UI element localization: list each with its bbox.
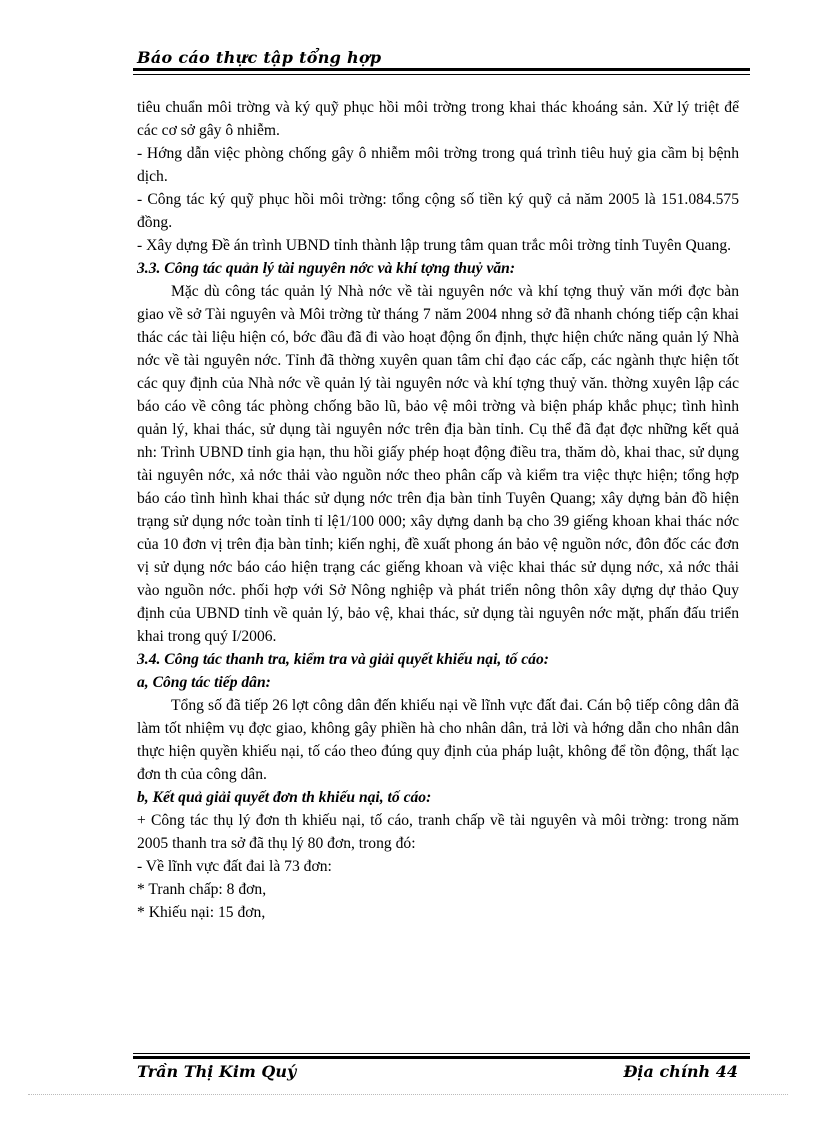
page-bottom-divider <box>28 1094 788 1095</box>
paragraph: Mặc dù công tác quản lý Nhà nớc về tài nguyên nớc và khí tợng thuỷ văn mới đợc bàn giao về sở Tài nguyên và Môi trờng từ tháng 7 năm 2004 nhng sở đã nhanh chóng tiếp cận khai thác các tài liệu hiện có, bớc đầu đã đi vào hoạt động ổn định, thực hiện chức năng quản lý Nhà nớc về tài nguyên nớc. Tỉnh đã thờng xuyên quan tâm chỉ đạo các cấp, các ngành thực hiện tốt các quy định của Nhà nớc về quản lý tài nguyên nớc và khí tợng thuỷ văn. thờng xuyên lập các báo cáo về công tác phòng chống bão lũ, bảo vệ môi trờng và biện pháp khắc phục; tình hình quản lý, khai thác, sử dụng tài nguyên nớc trên địa bàn tỉnh. Cụ thể đã đạt đợc những kết quả nh: Trình UBND tỉnh gia hạn, thu hồi giấy phép hoạt động điều tra, thăm dò, khai thac, sử dụng tài nguyên nớc, xả nớc thải vào nguồn nớc theo phân cấp và kiểm tra việc thực hiện; tổng hợp báo cáo tình hình khai thác sử dụng nớc trên địa bàn tỉnh Tuyên Quang; xây dựng bản đồ hiện trạng sử dụng nớc toàn tỉnh tỉ lệ1/100 000; xây dựng danh bạ cho 39 giếng khoan khai thác nớc của 10 đơn vị trên địa bàn tỉnh; kiến nghị, đề xuất phong án bảo vệ nguồn nớc, đôn đốc các đơn vị sử dụng nớc báo cáo hiện trạng các giếng khoan và việc khai thác sử dụng nớc, xả nớc thải vào nguồn nớc. phối hợp với Sở Nông nghiệp và phát triển nông thôn xây dựng dự thảo Quy định của UBND tỉnh về quản lý, bảo vệ, khai thác, sử dụng tài nguyên nớc mặt, phấn đấu triển khai trong quý I/2006. <box>137 283 739 645</box>
section-heading-3-3: 3.3. Công tác quản lý tài nguyên nớc và khí tợng thuỷ văn: <box>137 260 516 277</box>
footer-author: Trần Thị Kim Quý <box>137 1062 297 1081</box>
paragraph: * Khiếu nại: 15 đơn, <box>137 904 266 921</box>
paragraph: - Hớng dẫn việc phòng chống gây ô nhiễm môi trờng trong quá trình tiêu huỷ gia cầm bị bệnh dịch. <box>137 145 739 185</box>
paragraph: Tổng số đã tiếp 26 lợt công dân đến khiếu nại về lĩnh vực đất đai. Cán bộ tiếp công dân đã làm tốt nhiệm vụ đợc giao, không gây phiền hà cho nhân dân, trả lời và hớng dẫn cho nhân dân thực hiện quyền khiếu nại, tố cáo theo đúng quy định của pháp luật, không để tồn động, thất lạc đơn th của công dân. <box>137 697 739 783</box>
paragraph: + Công tác thụ lý đơn th khiếu nại, tố cáo, tranh chấp về tài nguyên và môi trờng: trong năm 2005 thanh tra sở đã thụ lý 80 đơn, trong đó: <box>137 812 739 852</box>
paragraph: - Xây dựng Đề án trình UBND tỉnh thành lập trung tâm quan trắc môi trờng tỉnh Tuyên Quang. <box>137 237 732 254</box>
subsection-heading-a: a, Công tác tiếp dân: <box>137 674 271 691</box>
section-heading-3-4: 3.4. Công tác thanh tra, kiểm tra và giải quyết khiếu nại, tố cáo: <box>137 651 549 668</box>
paragraph: - Về lĩnh vực đất đai là 73 đơn: <box>137 858 332 875</box>
paragraph: * Tranh chấp: 8 đơn, <box>137 881 267 898</box>
paragraph: - Công tác ký quỹ phục hồi môi trờng: tổng cộng số tiền ký quỹ cả năm 2005 là 151.084.575 đồng. <box>137 191 739 231</box>
paragraph: tiêu chuẩn môi trờng và ký quỹ phục hồi môi trờng trong khai thác khoáng sản. Xử lý triệt để các cơ sở gây ô nhiễm. <box>137 99 739 139</box>
footer-rule-thin <box>133 1053 750 1054</box>
header-rule-thick <box>133 68 750 71</box>
footer-rule-thick <box>133 1056 750 1059</box>
header-rule-thin <box>133 74 750 75</box>
subsection-heading-b: b, Kết quả giải quyết đơn th khiếu nại, tố cáo: <box>137 789 432 806</box>
body-text <box>137 96 739 924</box>
header-title: Báo cáo thực tập tổng hợp <box>137 48 382 67</box>
footer-class-label: Địa chính 44 <box>623 1062 738 1081</box>
